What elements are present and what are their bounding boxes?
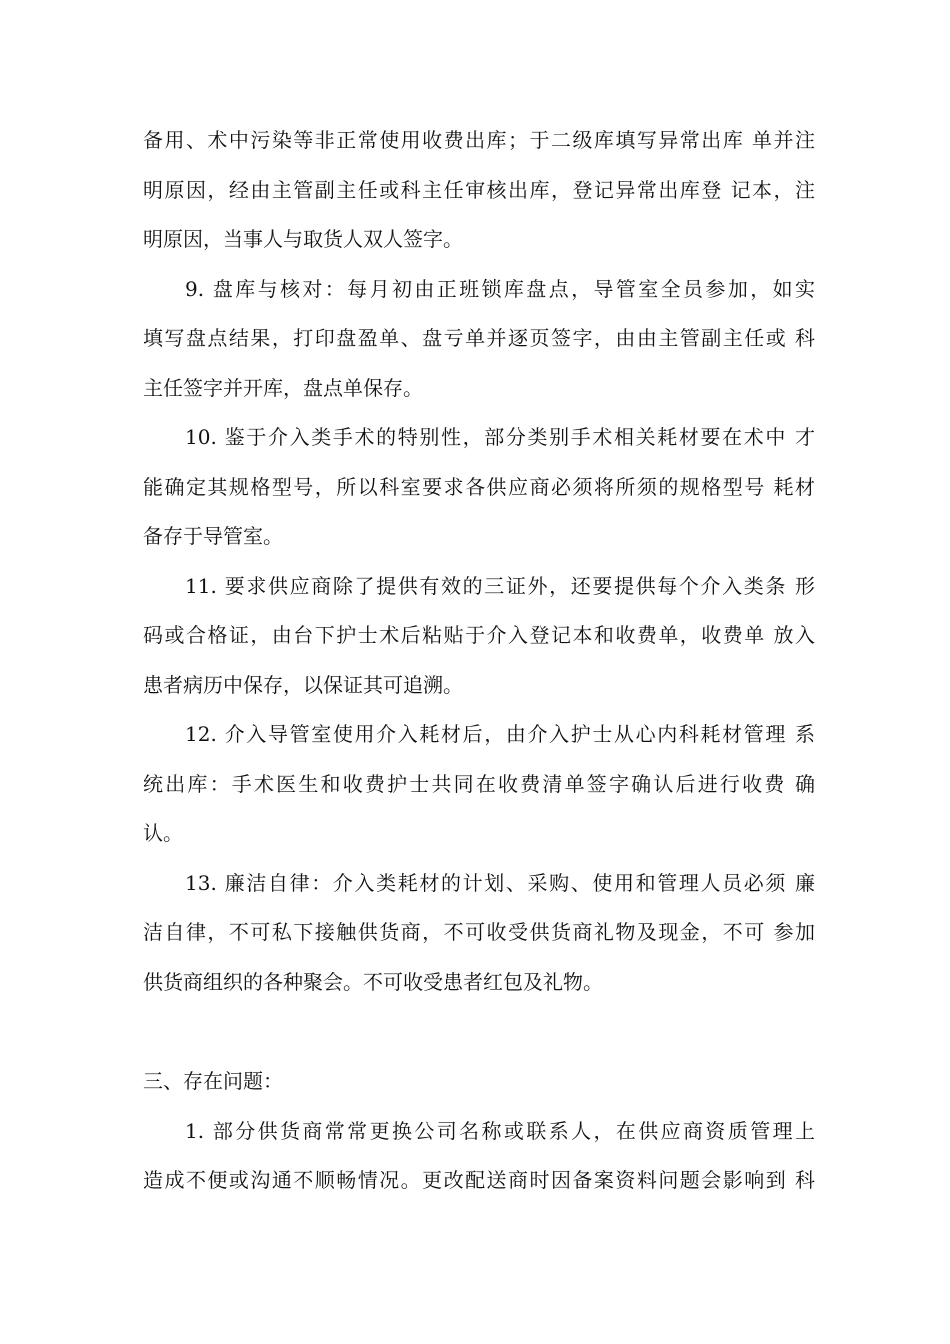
text-line: 洁自律，不可私下接触供货商，不可收受供货商礼物及现金，不可 参加 (143, 920, 815, 944)
text-line: 明原因，经由主管副主任或科主任审核出库，登记异常出库登 记本，注 (143, 177, 815, 202)
paragraph-item-13 (143, 859, 815, 1008)
paragraph-item-10 (143, 413, 815, 562)
text-line: 码或合格证，由台下护士术后粘贴于介入登记本和收费单，收费单 放入 (143, 623, 815, 647)
document-page (143, 116, 815, 1206)
text-line: 13. 廉洁自律：介入类耗材的计划、采购、使用和管理人员必须 廉 (185, 870, 815, 895)
text-line: 10. 鉴于介入类手术的特别性，部分类别手术相关耗材要在术中 才 (185, 425, 815, 449)
text-line: 填写盘点结果，打印盘盈单、盘亏单并逐页签字，由由主管副主任或 科 (143, 326, 815, 350)
paragraph-continued-item-8 (143, 116, 815, 265)
text-line: 11. 要求供应商除了提供有效的三证外，还要提供每个介入类条 形 (185, 573, 815, 598)
text-line: 造成不便或沟通不顺畅情况。更改配送商时因备案资料问题会影响到 科 (143, 1168, 815, 1192)
text-line: 1. 部分供货商常常更换公司名称或联系人，在供应商资质管理上 (185, 1118, 815, 1143)
text-line: 患者病历中保存，以保证其可追溯。 (143, 672, 463, 697)
section-heading (143, 1057, 815, 1107)
text-line: 备存于导管室。 (143, 524, 283, 548)
text-line: 主任签字并开库，盘点单保存。 (143, 375, 423, 400)
text-line: 备用、术中污染等非正常使用收费出库；于二级库填写异常出库 单并注 (143, 128, 815, 152)
text-line: 能确定其规格型号，所以科室要求各供应商必须将所须的规格型号 耗材 (143, 474, 815, 499)
text-line: 供货商组织的各种聚会。不可收受患者红包及礼物。 (143, 969, 603, 994)
paragraph-problem-1 (143, 1107, 815, 1206)
paragraph-item-12 (143, 710, 815, 859)
paragraph-item-9 (143, 265, 815, 414)
paragraph-item-11 (143, 562, 815, 711)
text-line: 统出库：手术医生和收费护士共同在收费清单签字确认后进行收费 确 (143, 771, 815, 796)
text-line: 明原因，当事人与取货人双人签字。 (143, 227, 463, 251)
text-line: 认。 (143, 821, 183, 845)
text-line: 9. 盘库与核对：每月初由正班锁库盘点，导管室全员参加，如实 (185, 276, 815, 301)
text-line: 12. 介入导管室使用介入耗材后，由介入护士从心内科耗材管理 系 (185, 722, 815, 746)
section-heading-text: 三、存在问题： (143, 1069, 283, 1093)
